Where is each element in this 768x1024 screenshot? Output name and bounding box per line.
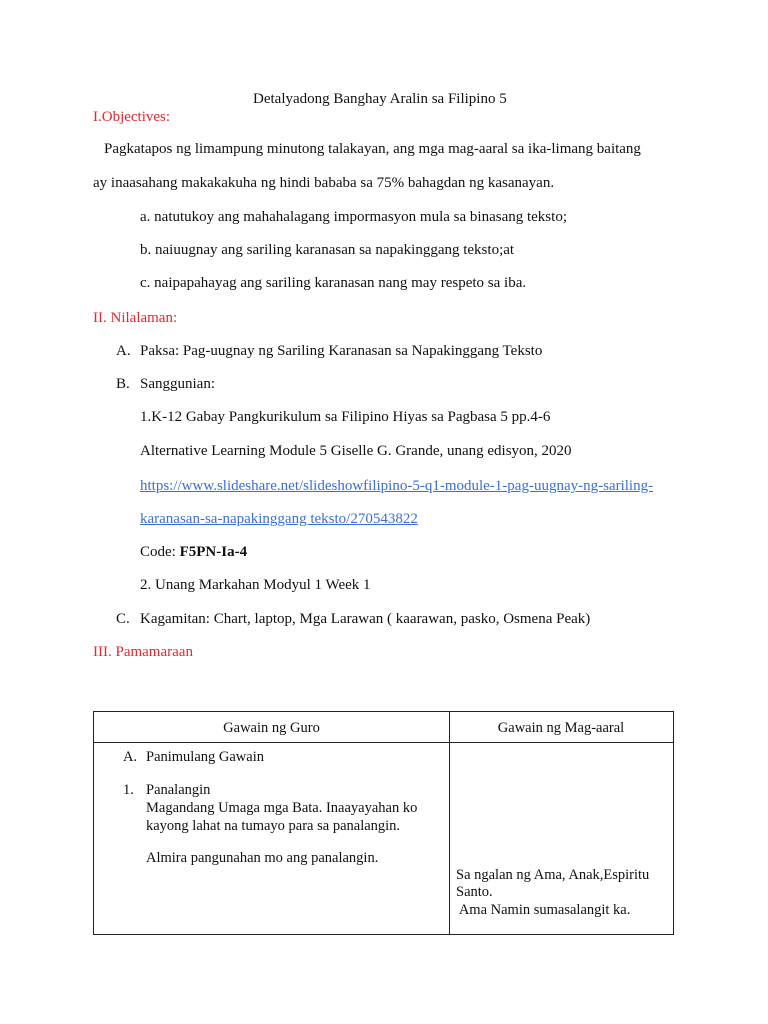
table-header-guro: Gawain ng Guro bbox=[223, 720, 320, 736]
right-line-2: Santo. bbox=[456, 884, 493, 900]
item-a-paksa: Paksa: Pag-uugnay ng Sariling Karanasan sa Napakinggang Teksto bbox=[140, 343, 543, 359]
reference-2: Alternative Learning Module 5 Giselle G. Grande, unang edisyon, 2020 bbox=[140, 443, 572, 459]
item-b-sanggunian: Sanggunian: bbox=[140, 376, 215, 392]
left-1-line-2: kayong lahat na tumayo para sa panalangin. bbox=[146, 818, 401, 834]
code-label: Code: bbox=[140, 544, 180, 560]
objective-b: b. naiuugnay ang sariling karanasan sa napakinggang teksto;at bbox=[140, 242, 515, 258]
reference-link-line-1[interactable]: https://www.slideshare.net/slideshowfilipino-5-q1-module-1-pag-uugnay-ng-sariling- bbox=[140, 478, 654, 494]
objectives-intro-line-1: Pagkatapos ng limampung minutong talakayan, ang mga mag-aaral sa ika-limang baitang bbox=[104, 141, 641, 157]
reference-1: 1.K-12 Gabay Pangkurikulum sa Filipino Hiyas sa Pagbasa 5 pp.4-6 bbox=[140, 409, 551, 425]
left-a-marker: A. bbox=[123, 749, 138, 765]
right-line-1: Sa ngalan ng Ama, Anak,Espiritu bbox=[456, 867, 650, 883]
item-a-marker: A. bbox=[116, 343, 131, 359]
objectives-intro-line-2: ay inaasahang makakakuha ng hindi bababa sa 75% bahagdan ng kasanayan. bbox=[93, 175, 555, 191]
left-1-line-3: Almira pangunahan mo ang panalangin. bbox=[146, 850, 379, 866]
section-objectives-heading: I.Objectives: bbox=[93, 109, 171, 125]
document-title: Detalyadong Banghay Aralin sa Filipino 5 bbox=[253, 91, 507, 107]
left-1-line-1: Magandang Umaga mga Bata. Inaayayahan ko bbox=[146, 800, 418, 816]
code-value: F5PN-Ia-4 bbox=[179, 544, 248, 560]
section-pamamaraan-heading: III. Pamamaraan bbox=[93, 644, 193, 660]
reference-3: 2. Unang Markahan Modyul 1 Week 1 bbox=[140, 577, 371, 593]
left-1-panalangin: Panalangin bbox=[146, 782, 211, 798]
section-nilalaman-heading: II. Nilalaman: bbox=[93, 310, 178, 326]
objective-c: c. naipapahayag ang sariling karanasan nang may respeto sa iba. bbox=[140, 275, 527, 291]
item-b-marker: B. bbox=[116, 376, 130, 392]
code-line bbox=[140, 543, 247, 561]
left-a-panimulang-gawain: Panimulang Gawain bbox=[146, 749, 264, 765]
table-header-divider bbox=[94, 742, 673, 743]
objective-a: a. natutukoy ang mahahalagang impormasyon mula sa binasang teksto; bbox=[140, 209, 567, 225]
reference-link-line-2[interactable]: karanasan-sa-napakinggang teksto/270543822 bbox=[140, 511, 418, 527]
item-c-marker: C. bbox=[116, 611, 130, 627]
table-header-mag-aaral: Gawain ng Mag-aaral bbox=[497, 720, 625, 736]
table-column-divider bbox=[449, 712, 450, 934]
right-line-3: Ama Namin sumasalangit ka. bbox=[456, 902, 631, 918]
left-1-marker: 1. bbox=[123, 782, 134, 798]
activity-table bbox=[93, 711, 674, 935]
item-c-kagamitan: Kagamitan: Chart, laptop, Mga Larawan ( kaarawan, pasko, Osmena Peak) bbox=[140, 611, 591, 627]
